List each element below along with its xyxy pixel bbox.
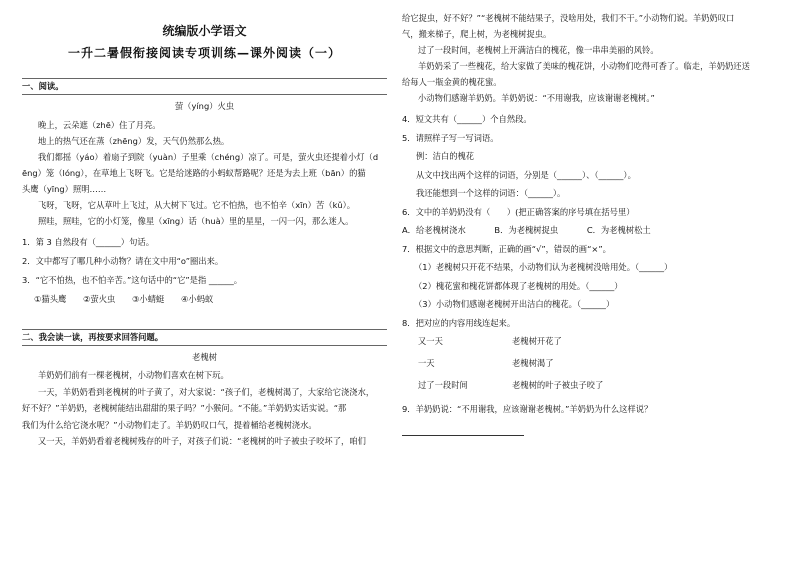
story1-paragraph: 我们都摇（yáo）着扇子到院（yuàn）子里乘（chéng）凉了。可是，萤火虫还提着小灯（d <box>38 152 379 162</box>
match-left: 又一天 <box>418 336 443 346</box>
story2-paragraph: 好不好？”羊奶奶，老槐树能结出甜甜的果子吗？”小猴问。“不能。”羊奶奶实话实说。“那 <box>22 403 347 413</box>
question-7: 7．根据文中的意思判断，正确的画“√”，错误的画“×”。 <box>402 243 611 254</box>
right-column <box>402 10 772 436</box>
match-left: 一天 <box>418 358 435 368</box>
story1-paragraph: 地上的热气还在蒸（zhēng）发，天气仍然那么热。 <box>38 136 230 146</box>
option: B．为老槐树捉虫 <box>494 225 559 235</box>
question-7-item: （3）小动物们感谢老槐树开出洁白的槐花。（______） <box>414 299 615 309</box>
match-right: 老槐树渴了 <box>512 358 554 368</box>
story1-paragraph: 头鹰（yīng）照明…… <box>22 184 107 194</box>
question-3-options <box>22 290 387 309</box>
story1-paragraph: 晚上，云朵遮（zhē）住了月亮。 <box>38 120 161 130</box>
document-subtitle: 一升二暑假衔接阅读专项训练—课外阅读（一） <box>67 46 341 60</box>
question-7-item: （2）槐花蜜和槐花饼都体现了老槐树的用处。（______） <box>414 280 623 291</box>
story1-paragraph: ēng）笼（lóng），在草地上飞呀飞。它是给迷路的小蚂蚁帮路呢？还是为去上班（bān）的猫 <box>22 168 366 178</box>
answer-line[interactable] <box>402 435 524 436</box>
story1-title: 萤（yíng）火虫 <box>174 101 235 111</box>
story2-paragraph: 我们为什么给它浇水呢？”小动物们走了。羊奶奶叹口气，提着桶给老槐树浇水。 <box>22 419 317 430</box>
match-right: 老槐树开花了 <box>512 336 562 346</box>
question-5-think: 我还能想到一个这样的词语：（______）。 <box>416 188 566 198</box>
question-6: 6．文中的羊奶奶没有（ ）(把正确答案的序号填在括号里） <box>402 206 635 217</box>
option: ④小蚂蚁 <box>180 294 214 304</box>
story2-title: 老槐树 <box>192 352 217 362</box>
question-6-options <box>402 221 772 240</box>
option: ②萤火虫 <box>82 294 116 304</box>
story2-paragraph: 又一天，羊奶奶看着老槐树残存的叶子，对孩子们说：“老槐树的叶子被虫子咬坏了，咱们 <box>38 436 366 446</box>
question-4: 4．短文共有（______）个自然段。 <box>402 114 532 124</box>
match-right: 老槐树的叶子被虫子咬了 <box>512 380 604 390</box>
story2-paragraph: 一天，羊奶奶看到老槐树的叶子黄了，对大家说：“孩子们，老槐树渴了，大家给它浇浇水， <box>38 386 375 397</box>
option: ①猫头鹰 <box>34 294 67 304</box>
story2-paragraph: 羊奶奶们前有一棵老槐树，小动物们喜欢在树下玩。 <box>38 370 229 380</box>
question-1: 1．第 3 自然段有（______）句话。 <box>22 237 154 247</box>
left-column <box>22 0 387 450</box>
question-8: 8．把对应的内容用线连起来。 <box>402 317 516 328</box>
story2-paragraph: 小动物们感谢羊奶奶。羊奶奶说：“不用谢我，应该谢谢老槐树。” <box>418 93 655 103</box>
question-9: 9．羊奶奶说：“不用谢我，应该谢谢老槐树。”羊奶奶为什么这样说？ <box>402 404 653 414</box>
section2-heading: 二、我会读一读，再按要求回答问题。 <box>22 329 387 346</box>
story2-paragraph: 羊奶奶采了一些槐花，给大家做了美味的槐花饼，小动物们吃得可香了。临走，羊奶奶还送 <box>418 61 750 71</box>
story2-paragraph: 给它捉虫，好不好？”“老槐树不能结果子，没啥用处，我们不干。”小动物们说。羊奶奶叹口 <box>402 13 735 23</box>
question-2: 2．文中都写了哪几种小动物？请在文中用“o”圈出来。 <box>22 256 224 266</box>
matching-area <box>402 332 772 398</box>
story1-paragraph: 照哇，照哇，它的小灯笼，像星（xīng）话（huà）里的星星，一闪一闪，那么迷人。 <box>38 216 354 226</box>
story2-paragraph: 气，搬来梯子，爬上树，为老槐树捉虫。 <box>402 29 552 39</box>
option: C．为老槐树松土 <box>586 225 651 235</box>
question-5-example: 例：洁白的槐花 <box>416 151 475 161</box>
option: ③小蜻蜓 <box>131 294 165 304</box>
question-3: 3．“它不怕热，也不怕辛苦。”这句话中的“它”是指 ______。 <box>22 275 243 285</box>
match-left: 过了一段时间 <box>418 380 468 390</box>
story2-paragraph: 过了一段时间，老槐树上开满洁白的槐花，像一串串美丽的风铃。 <box>418 45 659 55</box>
story1-paragraph: 飞呀，飞呀，它从草叶上飞过，从大树下飞过。它不怕热，也不怕辛（xīn）苦（kǔ）。 <box>38 200 356 210</box>
story2-paragraph: 给每人一瓶金黄的槐花蜜。 <box>402 77 502 87</box>
option: A．给老槐树浇水 <box>402 225 466 235</box>
document-title: 统编版小学语文 <box>162 24 247 38</box>
question-5: 5．请照样子写一写词语。 <box>402 132 499 143</box>
question-7-item: （1）老槐树只开花不结果，小动物们认为老槐树没啥用处。（______） <box>414 262 673 272</box>
question-5-find: 从文中找出两个这样的词语，分别是（______）、（______）。 <box>416 169 636 180</box>
section1-heading: 一、阅读。 <box>22 78 387 95</box>
